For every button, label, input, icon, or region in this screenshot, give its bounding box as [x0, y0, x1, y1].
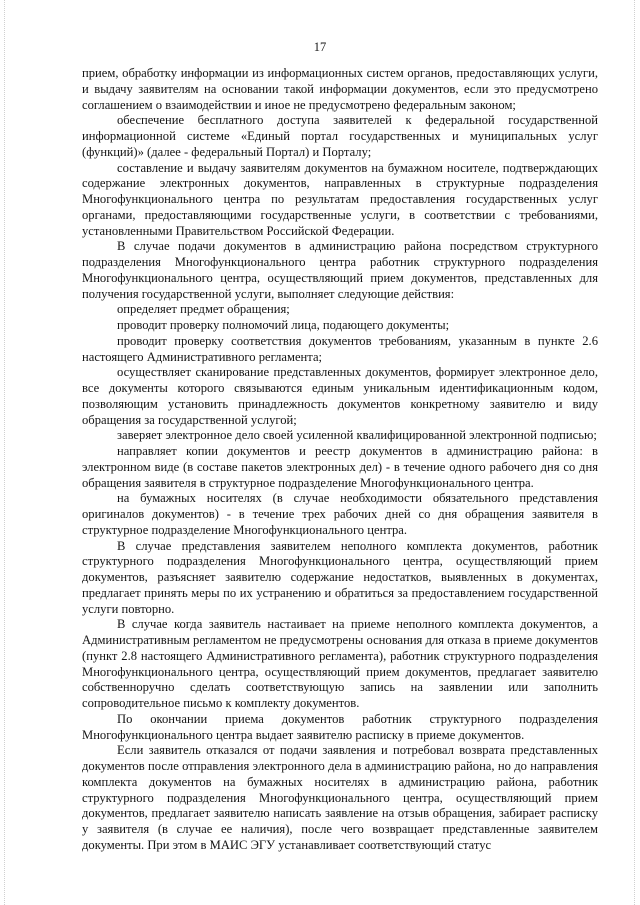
paragraph: обеспечение бесплатного доступа заявителей к федеральной государственной информационной системе «Единый портал государственных и муниципальных услуг (функций)» (далее - федеральный Портал) и Порталу; — [82, 113, 598, 159]
paragraph: проводит проверку полномочий лица, подающего документы; — [117, 318, 450, 332]
paragraph: составление и выдачу заявителям документов на бумажном носителе, подтверждающих содержание электронных документов, направленных в структурные подразделения Многофункционального центра по результатам предоставления государственных услуг органами, предоставляющими государственные услуги, в соответствии с требованиями, установленными Правительством Российской Федерации. — [82, 160, 598, 238]
paragraph: направляет копии документов и реестр документов в администрацию района: в электронном виде (в составе пакетов электронных дел) - в течение одного рабочего дня со дня обращения заявителя в структурное подразделение Многофункционального центра. — [82, 444, 598, 490]
page-number: 17 — [313, 40, 327, 54]
scan-edge-left — [4, 0, 6, 905]
paragraph: Если заявитель отказался от подачи заявления и потребовал возврата представленных документов после отправления электронного дела в администрацию района, но до направления комплекта документов на бумажных носителях в администрацию района, работник структурного подразделения Многофункционального центра, осуществляющий прием документов, предлагает заявителю написать заявление на отзыв обращения, забирает расписку у заявителя (в случае ее наличия), после чего возвращает представленные заявителем документы. При этом в МАИС ЭГУ устанавливает соответствующий статус — [82, 743, 598, 852]
paragraph: на бумажных носителях (в случае необходимости обязательного представления оригиналов документов) - в течение трех рабочих дней со дня обращения заявителя в структурное подразделение Многофункционального центра. — [82, 491, 598, 537]
document-body — [82, 66, 598, 854]
paragraph: В случае представления заявителем неполного комплекта документов, работник структурного подразделения Многофункционального центра, осуществляющий прием документов, разъясняет заявителю содержание недостатков, выявленных в документах, предлагает принять меры по их устранению и обратиться за предоставлением государственной услуги повторно. — [82, 538, 598, 616]
paragraph: В случае когда заявитель настаивает на приеме неполного комплекта документов, а Административным регламентом не предусмотрены основания для отказа в приеме документов (пункт 2.8 настоящего Административного регламента), работник структурного подразделения Многофункционального центра, осуществляющий прием документов, предлагает заявителю собственноручно сделать соответствующую запись на заявлении или заполнить сопроводительное письмо к комплекту документов. — [82, 617, 598, 710]
paragraph: проводит проверку соответствия документов требованиям, указанным в пункте 2.6 настоящего Административного регламента; — [82, 333, 598, 364]
paragraph: определяет предмет обращения; — [117, 302, 290, 317]
paragraph: По окончании приема документов работник структурного подразделения Многофункционального центра выдает заявителю расписку в приеме документов. — [82, 711, 598, 742]
scan-edge-right — [634, 0, 636, 905]
paragraph: осуществляет сканирование представленных документов, формирует электронное дело, все документы которого связываются единым уникальным идентификационным кодом, позволяющим установить принадлежность документов конкретному заявителю и виду обращения за государственной услугой; — [82, 365, 598, 427]
paragraph-continuation: прием, обработку информации из информационных систем органов, предоставляющих услуги, и выдачу заявителям на основании такой информации документов, если это предусмотрено соглашением о взаимодействии и иное не предусмотрено федеральным законом; — [82, 66, 598, 112]
paragraph: В случае подачи документов в администрацию района посредством структурного подразделения Многофункционального центра работник структурного подразделения Многофункционального центра, осуществляющий прием документов, представленных для получения государственной услуги, выполняет следующие действия: — [82, 239, 598, 301]
paragraph: заверяет электронное дело своей усиленной квалифицированной электронной подписью; — [117, 428, 597, 443]
